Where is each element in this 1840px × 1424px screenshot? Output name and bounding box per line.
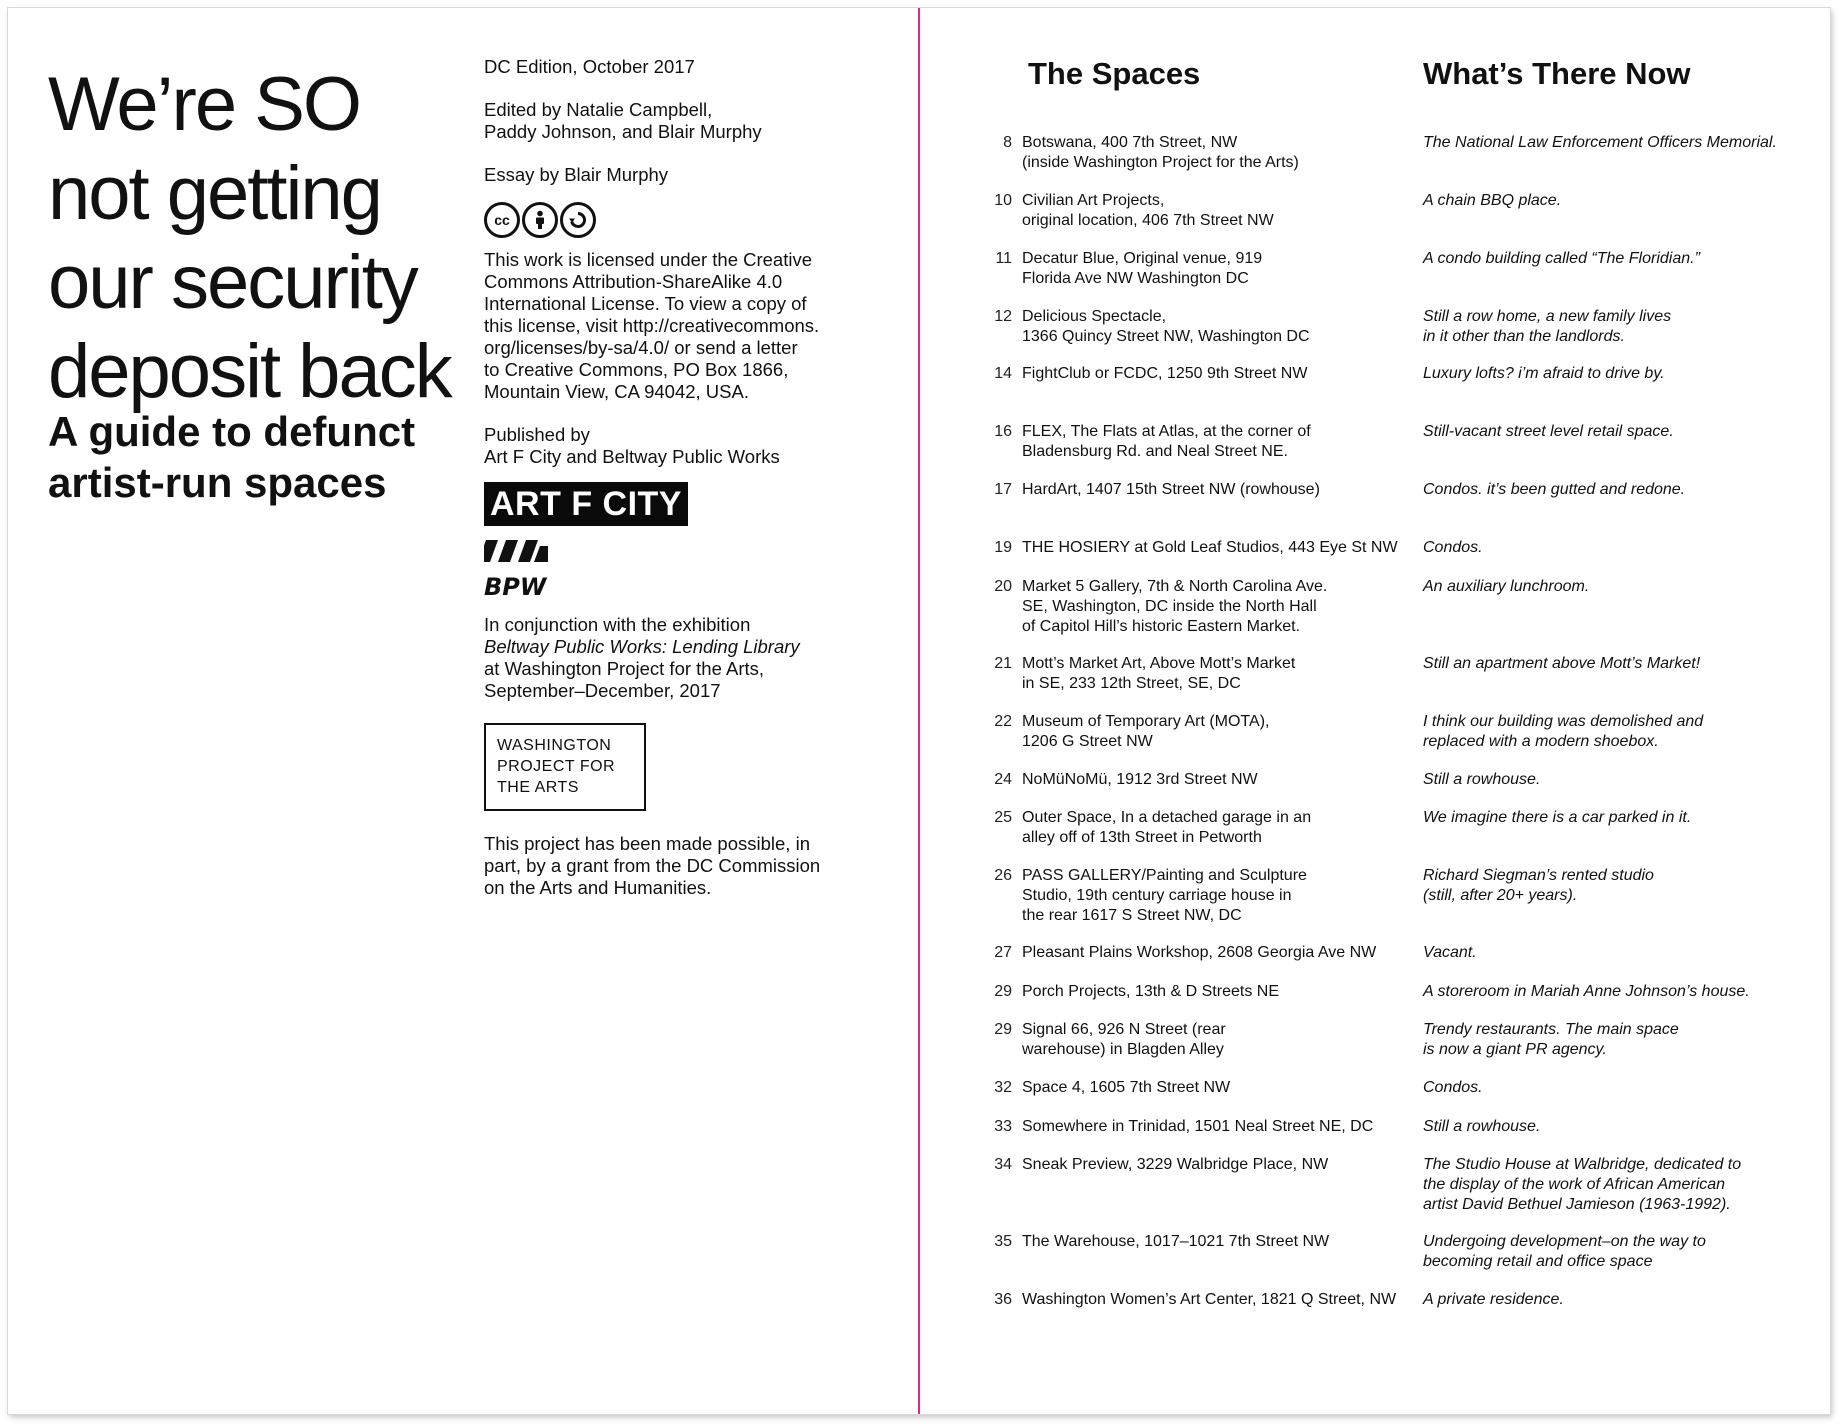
whats-there-now-line: A chain BBQ place. (1423, 192, 1562, 209)
space-address-line: Porch Projects, 13th & D Streets NE (1022, 983, 1279, 1000)
page-number: 14 (994, 365, 1012, 382)
space-address-line: HardArt, 1407 15th Street NW (rowhouse) (1022, 481, 1320, 498)
published-by-text: Published by Art F City and Beltway Public Works (484, 424, 780, 467)
whats-there-now (1423, 538, 1813, 558)
space-address-line: the rear 1617 S Street NW, DC (1022, 907, 1242, 924)
whats-there-now-line: Condos. (1423, 1079, 1483, 1096)
whats-there-now (1423, 307, 1813, 347)
space-address (1022, 982, 1412, 1002)
space-address-line: original location, 406 7th Street NW (1022, 212, 1274, 229)
space-address-line: SE, Washington, DC inside the North Hall (1022, 598, 1317, 615)
whats-there-now-line: Still a rowhouse. (1423, 1118, 1541, 1135)
space-address-line: FightClub or FCDC, 1250 9th Street NW (1022, 365, 1308, 382)
page-number: 20 (994, 578, 1012, 595)
page-number: 8 (1003, 134, 1012, 151)
whats-there-now (1423, 943, 1813, 963)
bpw-logo-text: BPW (484, 573, 547, 598)
space-address (1022, 364, 1412, 384)
page-number: 32 (994, 1079, 1012, 1096)
whats-there-now-line: A storeroom in Mariah Anne Johnson’s house. (1423, 983, 1750, 1000)
whats-there-now (1423, 1078, 1813, 1098)
exhibition-text: In conjunction with the exhibition Beltway Public Works: Lending Library at Washington Project for the Arts, September–December, 2017 (484, 614, 800, 701)
whats-there-now (1423, 364, 1813, 384)
space-address (1022, 808, 1412, 848)
space-address (1022, 249, 1412, 289)
art-f-city-logo: ART F CITY (484, 482, 688, 526)
space-address-line: Museum of Temporary Art (MOTA), (1022, 713, 1270, 730)
subtitle-line: A guide to defunct (48, 408, 416, 455)
whats-there-now-line: Trendy restaurants. The main space (1423, 1021, 1679, 1038)
space-address (1022, 1020, 1412, 1060)
space-address-line: NoMüNoMü, 1912 3rd Street NW (1022, 771, 1258, 788)
document-title (48, 60, 468, 416)
space-address (1022, 422, 1412, 462)
whats-there-now-line: Still a row home, a new family lives (1423, 308, 1672, 325)
cc-icon: cc (484, 202, 520, 238)
whats-there-now (1423, 1232, 1813, 1272)
whats-there-now-line: Luxury lofts? i’m afraid to drive by. (1423, 365, 1665, 382)
essay-by-text: Essay by Blair Murphy (484, 164, 669, 185)
bpw-logo (484, 540, 844, 598)
page-number: 35 (994, 1233, 1012, 1250)
whats-there-now (1423, 1155, 1813, 1215)
whats-there-now-line: (still, after 20+ years). (1423, 887, 1578, 904)
space-address-line: PASS GALLERY/Painting and Sculpture (1022, 867, 1307, 884)
space-address (1022, 770, 1412, 790)
whats-there-now-line: A condo building called “The Floridian.” (1423, 250, 1700, 267)
whats-there-now (1423, 480, 1813, 500)
page-number: 22 (994, 713, 1012, 730)
whats-there-now-line: replaced with a modern shoebox. (1423, 733, 1659, 750)
space-address-line: 1206 G Street NW (1022, 733, 1153, 750)
whats-there-now (1423, 866, 1813, 906)
whats-there-now (1423, 808, 1813, 828)
space-address-line: of Capitol Hill’s historic Eastern Market. (1022, 618, 1301, 635)
space-address-line: Civilian Art Projects, (1022, 192, 1165, 209)
whats-there-now (1423, 982, 1813, 1002)
whats-there-now-line: Still-vacant street level retail space. (1423, 423, 1674, 440)
whats-there-now-line: Still a rowhouse. (1423, 771, 1541, 788)
colophon (484, 56, 844, 920)
whats-there-now (1423, 133, 1813, 153)
space-address (1022, 1290, 1412, 1310)
whats-there-now-line: Condos. it’s been gutted and redone. (1423, 481, 1686, 498)
subtitle-line: artist-run spaces (48, 459, 387, 506)
sa-icon (560, 202, 596, 238)
space-address-line: THE HOSIERY at Gold Leaf Studios, 443 Eye St NW (1022, 539, 1398, 556)
page-number: 33 (994, 1118, 1012, 1135)
whats-there-now (1423, 1290, 1813, 1310)
page-number: 29 (994, 983, 1012, 1000)
space-address-line: warehouse) in Blagden Alley (1022, 1041, 1224, 1058)
document-spread (8, 8, 1830, 1414)
whats-there-now-column-header: What’s There Now (1423, 56, 1691, 91)
whats-there-now (1423, 654, 1813, 674)
space-address-line: Florida Ave NW Washington DC (1022, 270, 1249, 287)
space-address (1022, 1155, 1412, 1175)
space-address (1022, 1078, 1412, 1098)
space-address-line: Botswana, 400 7th Street, NW (1022, 134, 1238, 151)
space-address-line: Studio, 19th century carriage house in (1022, 887, 1292, 904)
space-address (1022, 1117, 1412, 1137)
page-number: 27 (994, 944, 1012, 961)
page-number: 26 (994, 867, 1012, 884)
space-address-line: The Warehouse, 1017–1021 7th Street NW (1022, 1233, 1330, 1250)
whats-there-now-line: We imagine there is a car parked in it. (1423, 809, 1692, 826)
whats-there-now-line: An auxiliary lunchroom. (1423, 578, 1590, 595)
page-fold-divider (918, 8, 920, 1414)
page-number: 17 (994, 481, 1012, 498)
space-address-line: Signal 66, 926 N Street (rear (1022, 1021, 1226, 1038)
spaces-column-header: The Spaces (1028, 56, 1201, 91)
space-address-line: Outer Space, In a detached garage in an (1022, 809, 1312, 826)
whats-there-now-line: Richard Siegman’s rented studio (1423, 867, 1654, 884)
whats-there-now-line: Still an apartment above Mott’s Market! (1423, 655, 1701, 672)
whats-there-now (1423, 712, 1813, 752)
space-address (1022, 1232, 1412, 1252)
whats-there-now (1423, 249, 1813, 269)
whats-there-now-line: Vacant. (1423, 944, 1477, 961)
whats-there-now-line: Condos. (1423, 539, 1483, 556)
whats-there-now (1423, 577, 1813, 597)
whats-there-now (1423, 191, 1813, 211)
whats-there-now (1423, 770, 1813, 790)
page-number: 11 (995, 250, 1012, 267)
exhibition-title: Beltway Public Works: Lending Library (484, 636, 800, 657)
space-address-line: Mott’s Market Art, Above Mott’s Market (1022, 655, 1296, 672)
space-address (1022, 654, 1412, 694)
whats-there-now-line: becoming retail and office space (1423, 1253, 1653, 1270)
space-address-line: alley off of 13th Street in Petworth (1022, 829, 1262, 846)
edition-text: DC Edition, October 2017 (484, 56, 695, 77)
space-address-line: Decatur Blue, Original venue, 919 (1022, 250, 1263, 267)
space-address-line: Washington Women’s Art Center, 1821 Q Street, NW (1022, 1291, 1397, 1308)
whats-there-now-line: artist David Bethuel Jamieson (1963-1992). (1423, 1196, 1731, 1213)
title-line: not getting (48, 151, 381, 236)
space-address-line: in SE, 233 12th Street, SE, DC (1022, 675, 1241, 692)
space-address-line: Somewhere in Trinidad, 1501 Neal Street NE, DC (1022, 1118, 1374, 1135)
page-number: 29 (994, 1021, 1012, 1038)
title-line: our security (48, 240, 417, 325)
space-address (1022, 480, 1412, 500)
space-address-line: Pleasant Plains Workshop, 2608 Georgia Ave NW (1022, 944, 1377, 961)
creative-commons-badge (484, 201, 844, 239)
space-address-line: Sneak Preview, 3229 Walbridge Place, NW (1022, 1156, 1329, 1173)
whats-there-now (1423, 1020, 1813, 1060)
whats-there-now-line: The National Law Enforcement Officers Memorial. (1423, 134, 1777, 151)
page-number: 10 (994, 192, 1012, 209)
wpa-logo: WASHINGTON PROJECT FOR THE ARTS (484, 723, 646, 811)
page-number: 34 (994, 1156, 1012, 1173)
space-address (1022, 133, 1412, 173)
by-icon (522, 202, 558, 238)
whats-there-now-line: A private residence. (1423, 1291, 1564, 1308)
space-address (1022, 712, 1412, 752)
space-address-line: Delicious Spectacle, (1022, 308, 1167, 325)
page-number: 36 (994, 1291, 1012, 1308)
space-address-line: FLEX, The Flats at Atlas, at the corner of (1022, 423, 1311, 440)
whats-there-now-line: I think our building was demolished and (1423, 713, 1704, 730)
whats-there-now-line: in it other than the landlords. (1423, 328, 1625, 345)
space-address (1022, 943, 1412, 963)
title-line: deposit back (48, 329, 451, 414)
space-address-line: Space 4, 1605 7th Street NW (1022, 1079, 1231, 1096)
title-line: We’re SO (48, 62, 361, 147)
whats-there-now-line: Undergoing development–on the way to (1423, 1233, 1706, 1250)
space-address (1022, 577, 1412, 637)
space-address (1022, 307, 1412, 347)
whats-there-now-line: The Studio House at Walbridge, dedicated to (1423, 1156, 1742, 1173)
whats-there-now-line: is now a giant PR agency. (1423, 1041, 1607, 1058)
page-number: 21 (994, 655, 1012, 672)
page-number: 25 (994, 809, 1012, 826)
page-number: 24 (994, 771, 1012, 788)
space-address-line: Market 5 Gallery, 7th & North Carolina Ave. (1022, 578, 1328, 595)
space-address (1022, 538, 1412, 558)
whats-there-now-line: the display of the work of African American (1423, 1176, 1726, 1193)
space-address-line: 1366 Quincy Street NW, Washington DC (1022, 328, 1310, 345)
space-address (1022, 191, 1412, 231)
license-text: This work is licensed under the Creative Commons Attribution-ShareAlike 4.0 International License. To view a copy of this license, visit http://creativecommons. org/licenses/by-sa/4.0/ or send a letter to Creative Commons, PO Box 1866, Mountain View, CA 94042, USA. (484, 249, 820, 402)
whats-there-now (1423, 1117, 1813, 1137)
edited-by-text: Edited by Natalie Campbell, Paddy Johnson, and Blair Murphy (484, 99, 762, 142)
space-address-line: Bladensburg Rd. and Neal Street NE. (1022, 443, 1288, 460)
document-subtitle (48, 406, 468, 508)
page-number: 16 (994, 423, 1012, 440)
page-number: 12 (994, 308, 1012, 325)
space-address-line: (inside Washington Project for the Arts) (1022, 154, 1299, 171)
page-number: 19 (994, 539, 1012, 556)
grant-text: This project has been made possible, in part, by a grant from the DC Commission on the Arts and Humanities. (484, 833, 821, 898)
whats-there-now (1423, 422, 1813, 442)
space-address (1022, 866, 1412, 926)
